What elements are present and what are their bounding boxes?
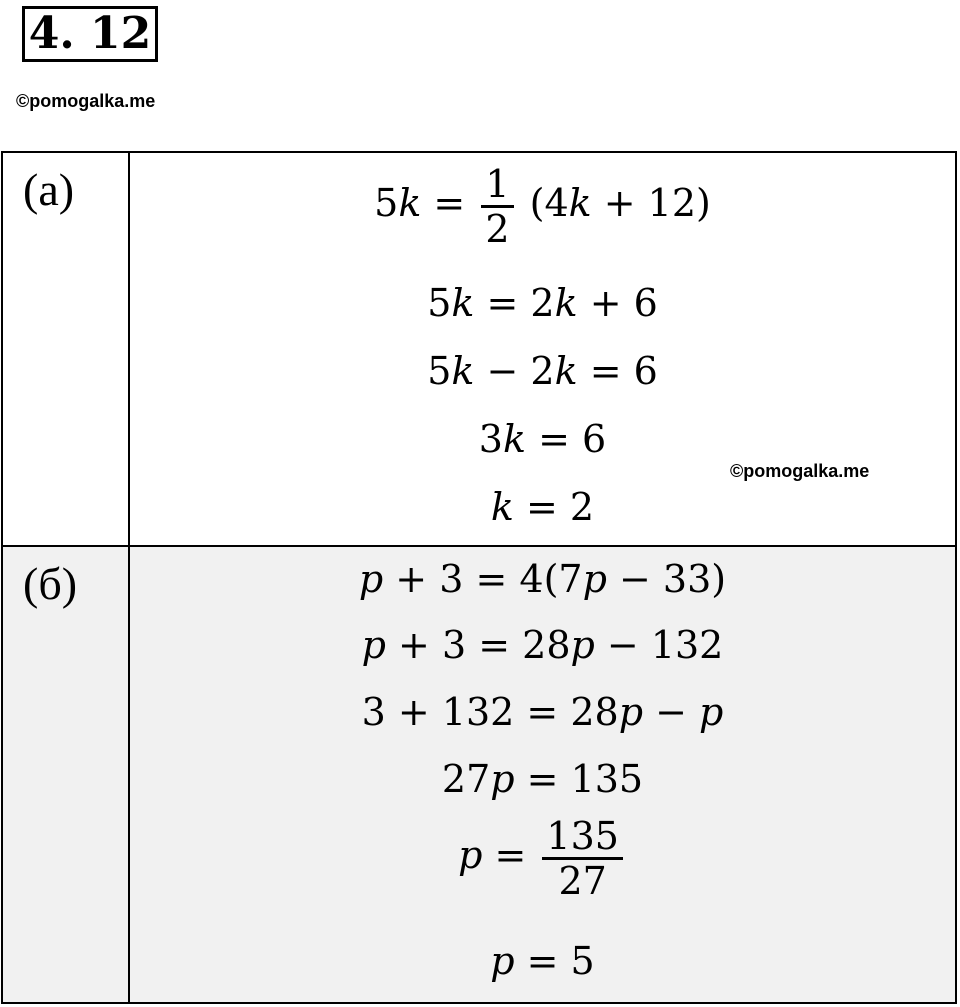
equation-line: 5k = 2k + 6 — [427, 281, 658, 325]
equation-line — [130, 163, 955, 250]
equation-line: p + 3 = 28p − 132 — [361, 623, 724, 667]
math-column-b — [130, 547, 955, 1002]
equation-line: 3 + 132 = 28p − p — [361, 690, 724, 734]
fraction-denominator: 27 — [558, 859, 607, 903]
equation-line: p + 3 = 4(7p − 33) — [358, 557, 727, 601]
equation-line: p = 5 — [490, 939, 595, 983]
equation-line: 27p = 135 — [441, 757, 644, 801]
equation-line — [130, 815, 955, 902]
equation-line: 5k − 2k = 6 — [427, 349, 658, 393]
fraction-numerator: 1 — [481, 163, 513, 208]
math-column-a — [130, 153, 955, 545]
fraction-numerator: 135 — [542, 815, 623, 860]
row-b — [3, 545, 955, 1002]
fraction-denominator: 2 — [485, 207, 510, 251]
watermark-middle: ©pomogalka.me — [730, 461, 870, 481]
equation-line: 3k = 6 — [478, 417, 607, 461]
fraction — [542, 815, 623, 902]
fraction — [481, 163, 513, 250]
row-label-a: (a) — [23, 164, 75, 215]
row-label-b: (б) — [23, 558, 78, 609]
equation-left: p = — [458, 833, 527, 877]
equation-line: k = 2 — [490, 485, 595, 529]
solution-table — [1, 151, 957, 1004]
equation-left: 5k = — [374, 181, 466, 225]
row-a — [3, 153, 955, 545]
watermark-top: ©pomogalka.me — [16, 91, 156, 111]
equation-right: (4k + 12) — [529, 181, 711, 225]
problem-number: 4. 12 — [22, 6, 158, 62]
